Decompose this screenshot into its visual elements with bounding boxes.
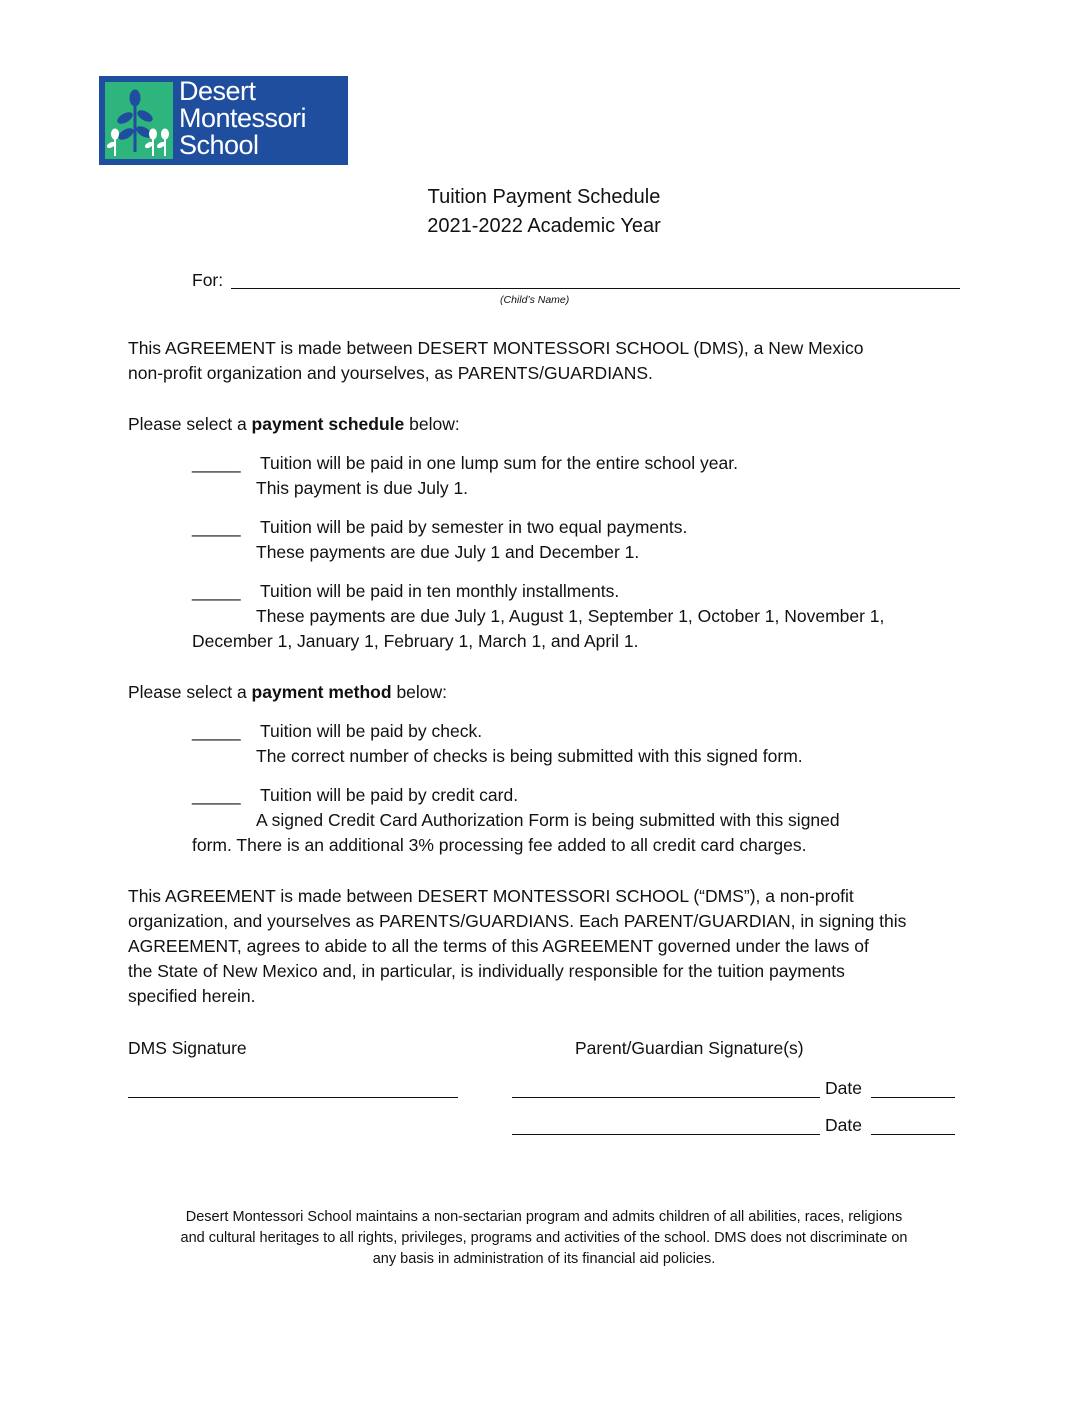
school-logo xyxy=(99,76,348,165)
child-name-field[interactable] xyxy=(231,272,960,289)
date-field-2[interactable] xyxy=(871,1119,955,1135)
document-title: Tuition Payment Schedule xyxy=(427,186,661,208)
date-label-2: Date xyxy=(825,1115,862,1135)
option-detail: These payments are due July 1 and December 1. xyxy=(256,542,640,562)
option-detail: A signed Credit Card Authorization Form is being submitted with this signed xyxy=(256,810,840,830)
prompt-text: Please select a xyxy=(128,682,252,702)
date-field-1[interactable] xyxy=(871,1082,955,1098)
footer-line: Desert Montessori School maintains a non-sectarian program and admits children of all abilities, races, religions xyxy=(185,1209,903,1225)
intro-line-2: non-profit organization and yourselves, as PARENTS/GUARDIANS. xyxy=(128,363,653,383)
option-detail-continued: form. There is an additional 3% processing fee added to all credit card charges. xyxy=(192,835,807,855)
checkbox-blank[interactable]: _____ xyxy=(192,721,241,741)
child-name-label: For: xyxy=(192,270,224,290)
checkbox-blank[interactable]: _____ xyxy=(192,453,241,473)
parent-signature-label: Parent/Guardian Signature(s) xyxy=(575,1038,804,1058)
parent-signature-field-1[interactable] xyxy=(512,1082,820,1098)
dms-signature-label: DMS Signature xyxy=(128,1038,247,1058)
option-label: Tuition will be paid in one lump sum for the entire school year. xyxy=(260,453,738,473)
document-subtitle: 2021-2022 Academic Year xyxy=(427,215,661,237)
option-detail: This payment is due July 1. xyxy=(256,478,469,498)
logo-line-3: School xyxy=(179,130,259,160)
logo-line-2: Montessori xyxy=(179,103,307,133)
intro-line-1: This AGREEMENT is made between DESERT MONTESSORI SCHOOL (DMS), a New Mexico xyxy=(128,338,864,358)
checkbox-blank[interactable]: _____ xyxy=(192,785,241,805)
option-label: Tuition will be paid by semester in two equal payments. xyxy=(260,517,688,537)
agreement-line: AGREEMENT, agrees to abide to all the terms of this AGREEMENT governed under the laws of xyxy=(128,936,869,956)
dms-signature-field[interactable] xyxy=(128,1082,458,1098)
footer-line: and cultural heritages to all rights, privileges, programs and activities of the school. DMS does not discriminate on xyxy=(180,1230,908,1246)
child-name-caption: (Child’s Name) xyxy=(500,294,570,306)
option-detail-continued: December 1, January 1, February 1, March 1, and April 1. xyxy=(192,631,639,651)
prompt-text: Please select a xyxy=(128,414,252,434)
agreement-line: This AGREEMENT is made between DESERT MONTESSORI SCHOOL (“DMS”), a non-profit xyxy=(128,886,854,906)
option-detail: The correct number of checks is being submitted with this signed form. xyxy=(256,746,803,766)
option-label: Tuition will be paid in ten monthly installments. xyxy=(260,581,620,601)
checkbox-blank[interactable]: _____ xyxy=(192,517,241,537)
method-prompt xyxy=(128,680,447,705)
agreement-line: specified herein. xyxy=(128,986,256,1006)
agreement-line: organization, and yourselves as PARENTS/GUARDIANS. Each PARENT/GUARDIAN, in signing this xyxy=(128,911,907,931)
prompt-bold: payment schedule xyxy=(251,414,405,434)
schedule-prompt xyxy=(128,412,460,437)
option-detail: These payments are due July 1, August 1, September 1, October 1, November 1, xyxy=(256,606,885,626)
logo-text xyxy=(179,78,306,159)
date-label-1: Date xyxy=(825,1078,862,1098)
option-label: Tuition will be paid by check. xyxy=(260,721,483,741)
agreement-line: the State of New Mexico and, in particular, is individually responsible for the tuition payments xyxy=(128,961,845,981)
prompt-text: below: xyxy=(404,414,460,434)
logo-line-1: Desert xyxy=(179,76,256,106)
plant-logo-icon xyxy=(105,82,173,159)
prompt-text: below: xyxy=(391,682,448,702)
parent-signature-field-2[interactable] xyxy=(512,1119,820,1135)
footer-line: any basis in administration of its financial aid policies. xyxy=(372,1251,716,1267)
checkbox-blank[interactable]: _____ xyxy=(192,581,241,601)
prompt-bold: payment method xyxy=(251,682,392,702)
option-label: Tuition will be paid by credit card. xyxy=(260,785,519,805)
